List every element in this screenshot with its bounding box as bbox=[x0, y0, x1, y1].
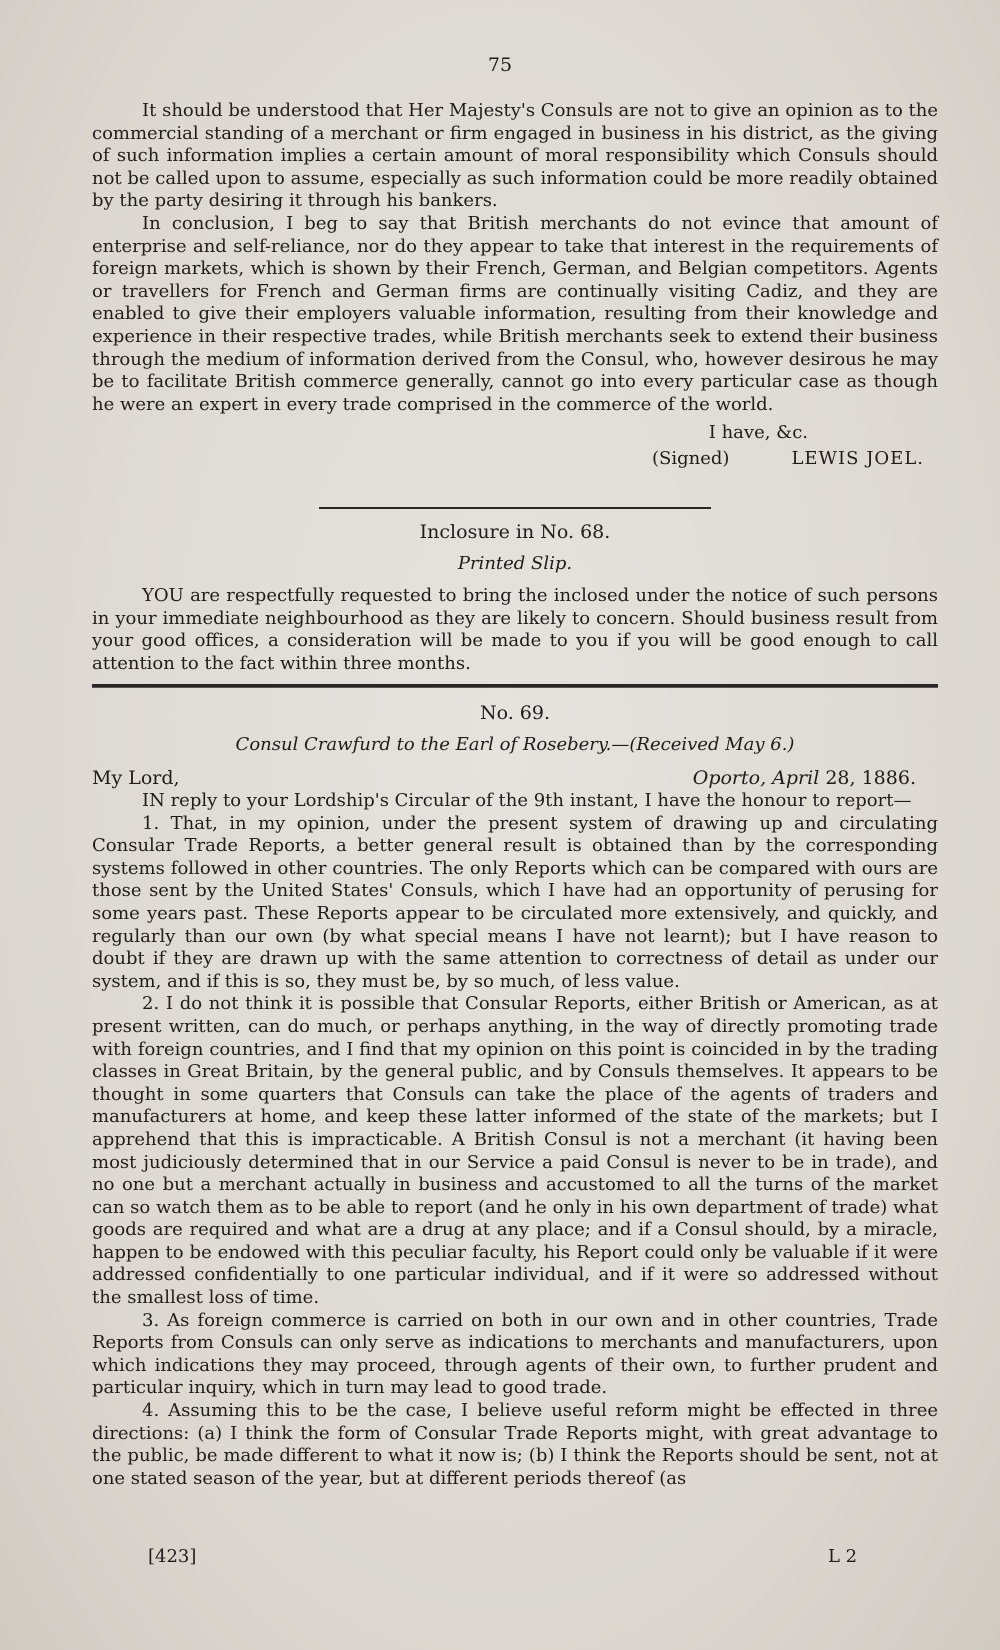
place-date-plain: 28, 1886. bbox=[819, 767, 916, 789]
signatory-name: LEWIS JOEL. bbox=[791, 447, 924, 469]
paragraph: In conclusion, I beg to say that British merchants do not evince that amount of enterprise and self-reliance, nor do they appear to take that interest in the requirements of foreign markets, which is shown by their French, German, and Belgian competitors. Agents or travellers for French and German firms are continually visiting Cadiz, and they are enabled to give their employers valuable information, resulting from their knowledge and experience in their respective trades, while British merchants seek to extend their business through the medium of information derived from the Consul, who, however desirous he may be to facilitate British commerce generally, cannot go into every particular case as though he were an expert in every trade comprised in the commerce of the world. bbox=[92, 212, 938, 415]
salutation: My Lord, bbox=[92, 767, 180, 789]
paragraph: 1. That, in my opinion, under the present system of drawing up and circulating Consular Trade Reports, a better general result is obtained than by the corresponding systems followed in other countries. The only Reports which can be compared with ours are those sent by the United States' Consuls, which I have had an opportunity of perusing for some years past. These Reports appear to be circulated more extensively, and quickly, and regularly than our own (by what special means I have not learnt); but I have reason to doubt if they are drawn up with the same attention to correctness of detail as under our system, and if this is so, they must be, by so much, of less value. bbox=[92, 812, 938, 992]
paragraph: 3. As foreign commerce is carried on both in our own and in other countries, Trade Reports from Consuls can only serve as indications to merchants and manufacturers, upon which indications they may proceed, through agents of their own, to further prudent and particular inquiry, which in turn may lead to good trade. bbox=[92, 1309, 938, 1399]
place-date bbox=[693, 766, 916, 790]
inclosure-text: YOU are respectfully requested to bring the inclosed under the notice of such persons in your immediate neighbourhood as they are likely to concern. Should business result from your good offices, a consideration will be made to you if you will be good enough to call attention to the fact within three months. bbox=[92, 585, 938, 674]
place-date-italic: Oporto, April bbox=[692, 767, 820, 789]
inclosure-section bbox=[92, 507, 938, 675]
signed-label: (Signed) bbox=[652, 447, 730, 469]
paragraph: 4. Assuming this to be the case, I believe useful reform might be effected in three directions: (a) I think the form of Consular Trade Reports might, with great advantage to the public, be made different to what it now is; (b) I think the Reports should be sent, not at one stated season of the year, but at different periods thereof (as bbox=[92, 1400, 938, 1489]
inclosure-title: Inclosure in No. 68. bbox=[419, 521, 611, 543]
signature-line bbox=[92, 447, 938, 471]
section-divider bbox=[92, 684, 938, 688]
salutation-dateline bbox=[92, 766, 938, 790]
footer-reference: [423] bbox=[148, 1546, 197, 1567]
inclosure-subtitle: Printed Slip. bbox=[457, 553, 573, 574]
signature-mark: L 2 bbox=[828, 1546, 858, 1567]
paragraph: 2. I do not think it is possible that Consular Reports, either British or American, as at present written, can do much, or perhaps anything, in the way of directly promoting trade with foreign countries, and I find that my opinion on this point is coincided in by the trading classes in Great Britain, by the general public, and by Consuls themselves. It appears to be thought in some quarters that Consuls can take the place of the agents of traders and manufacturers at home, and keep these latter informed of the state of the markets; but I apprehend that this is impracticable. A British Consul is not a merchant (it having been most judiciously determined that in our Service a paid Consul is never to be in trade), and no one but a merchant actually in business and accustomed to all the turns of the market can so watch them as to be able to report (and he only in his own department of trade) what goods are required and what are a drug at any place; and if a Consul should, by a miracle, happen to be endowed with this peculiar faculty, his Report could only be valuable if it were addressed confidentially to one particular individual, and if it were so addressed without the smallest loss of time. bbox=[92, 993, 938, 1309]
document-subtitle: Consul Crawfurd to the Earl of Rosebery.—(Received May 6.) bbox=[235, 734, 795, 755]
paragraph: IN reply to your Lordship's Circular of the 9th instant, I have the honour to report— bbox=[142, 790, 912, 811]
paragraph: It should be understood that Her Majesty's Consuls are not to give an opinion as to the commercial standing of a merchant or firm engaged in business in his district, as the giving of such information implies a certain amount of moral responsibility which Consuls should not be called upon to assume, especially as such information could be more readily obtained by the party desiring it through his bankers. bbox=[92, 100, 938, 212]
section-divider bbox=[319, 507, 711, 509]
closing-line: I have, &c. bbox=[708, 422, 808, 444]
despatch-section bbox=[92, 684, 938, 1490]
document-number: No. 69. bbox=[479, 702, 551, 724]
letter-end-section bbox=[92, 100, 938, 471]
page-number: 75 bbox=[487, 54, 513, 76]
